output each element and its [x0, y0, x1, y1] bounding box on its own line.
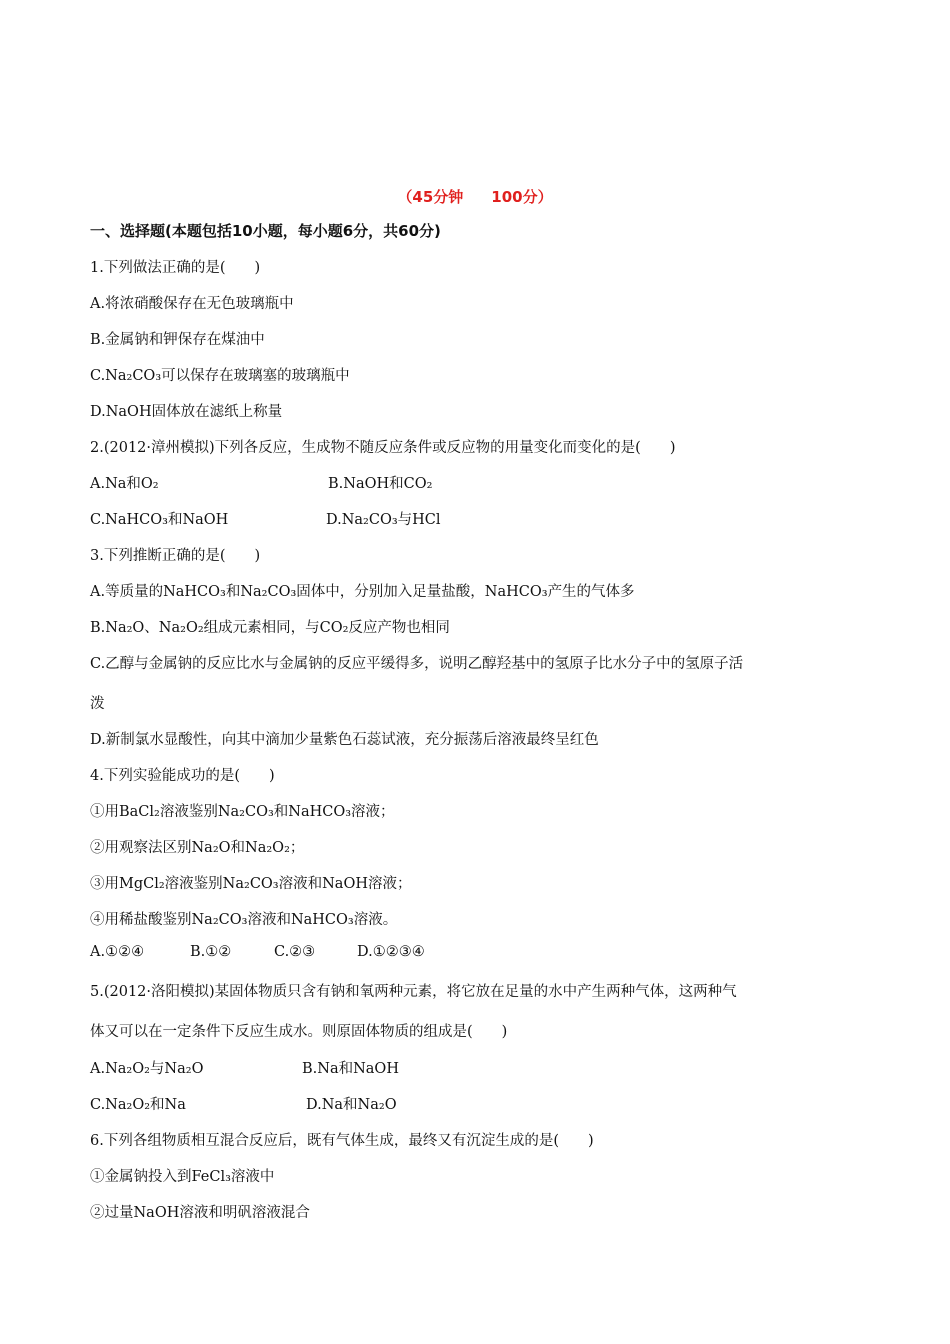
- q4-option-c: C.②③: [274, 944, 316, 960]
- q1-option-b: B.金属钠和钾保存在煤油中: [90, 332, 265, 348]
- q2-option-b: B.NaOH和CO₂: [328, 476, 433, 492]
- q4-item-2: ②用观察法区别Na₂O和Na₂O₂；: [90, 840, 305, 856]
- q2-option-c: C.NaHCO₃和NaOH: [90, 512, 229, 528]
- exam-time: （45分钟: [397, 188, 464, 206]
- question-3-stem: 3.下列推断正确的是( ): [90, 548, 261, 564]
- question-6-stem: 6.下列各组物质相互混合反应后，既有气体生成，最终又有沉淀生成的是( ): [90, 1133, 594, 1149]
- q3-option-c-continued: 泼: [90, 696, 105, 712]
- q5-option-d: D.Na和Na₂O: [306, 1097, 397, 1113]
- question-5-stem-continued: 体又可以在一定条件下反应生成水。则原固体物质的组成是( ): [90, 1024, 508, 1040]
- q4-item-3: ③用MgCl₂溶液鉴别Na₂CO₃溶液和NaOH溶液；: [90, 876, 412, 892]
- q4-option-b: B.①②: [190, 944, 232, 960]
- q6-item-1: ①金属钠投入到FeCl₃溶液中: [90, 1169, 275, 1185]
- q4-option-d: D.①②③④: [357, 944, 425, 960]
- q5-option-b: B.Na和NaOH: [302, 1061, 399, 1077]
- question-4-stem: 4.下列实验能成功的是( ): [90, 768, 275, 784]
- q5-option-a: A.Na₂O₂与Na₂O: [90, 1061, 204, 1077]
- question-5-stem: 5.(2012·洛阳模拟)某固体物质只含有钠和氧两种元素，将它放在足量的水中产生两种气体，这两种气: [90, 984, 737, 1000]
- q5-option-c: C.Na₂O₂和Na: [90, 1097, 186, 1113]
- q1-option-d: D.NaOH固体放在滤纸上称量: [90, 404, 283, 420]
- q1-option-a: A.将浓硝酸保存在无色玻璃瓶中: [90, 296, 294, 312]
- q3-option-a: A.等质量的NaHCO₃和Na₂CO₃固体中，分别加入足量盐酸，NaHCO₃产生的气体多: [90, 584, 635, 600]
- q4-item-4: ④用稀盐酸鉴别Na₂CO₃溶液和NaHCO₃溶液。: [90, 912, 398, 928]
- q2-option-d: D.Na₂CO₃与HCl: [326, 512, 441, 528]
- q3-option-d: D.新制氯水显酸性，向其中滴加少量紫色石蕊试液，充分振荡后溶液最终呈红色: [90, 732, 599, 748]
- q3-option-b: B.Na₂O、Na₂O₂组成元素相同，与CO₂反应产物也相同: [90, 620, 450, 636]
- q1-option-c: C.Na₂CO₃可以保存在玻璃塞的玻璃瓶中: [90, 368, 350, 384]
- exam-subtitle: [0, 186, 950, 207]
- q4-item-1: ①用BaCl₂溶液鉴别Na₂CO₃和NaHCO₃溶液；: [90, 804, 395, 820]
- question-1-stem: 1.下列做法正确的是( ): [90, 260, 261, 276]
- q4-option-a: A.①②④: [90, 944, 145, 960]
- question-2-stem: 2.(2012·漳州模拟)下列各反应，生成物不随反应条件或反应物的用量变化而变化的是( ): [90, 440, 676, 456]
- exam-score: 100分）: [491, 188, 553, 206]
- q3-option-c: C.乙醇与金属钠的反应比水与金属钠的反应平缓得多，说明乙醇羟基中的氢原子比水分子中的氢原子活: [90, 656, 744, 672]
- q6-item-2: ②过量NaOH溶液和明矾溶液混合: [90, 1205, 310, 1221]
- section-title: 一、选择题(本题包括10小题，每小题6分，共60分): [90, 222, 441, 240]
- q2-option-a: A.Na和O₂: [90, 476, 159, 492]
